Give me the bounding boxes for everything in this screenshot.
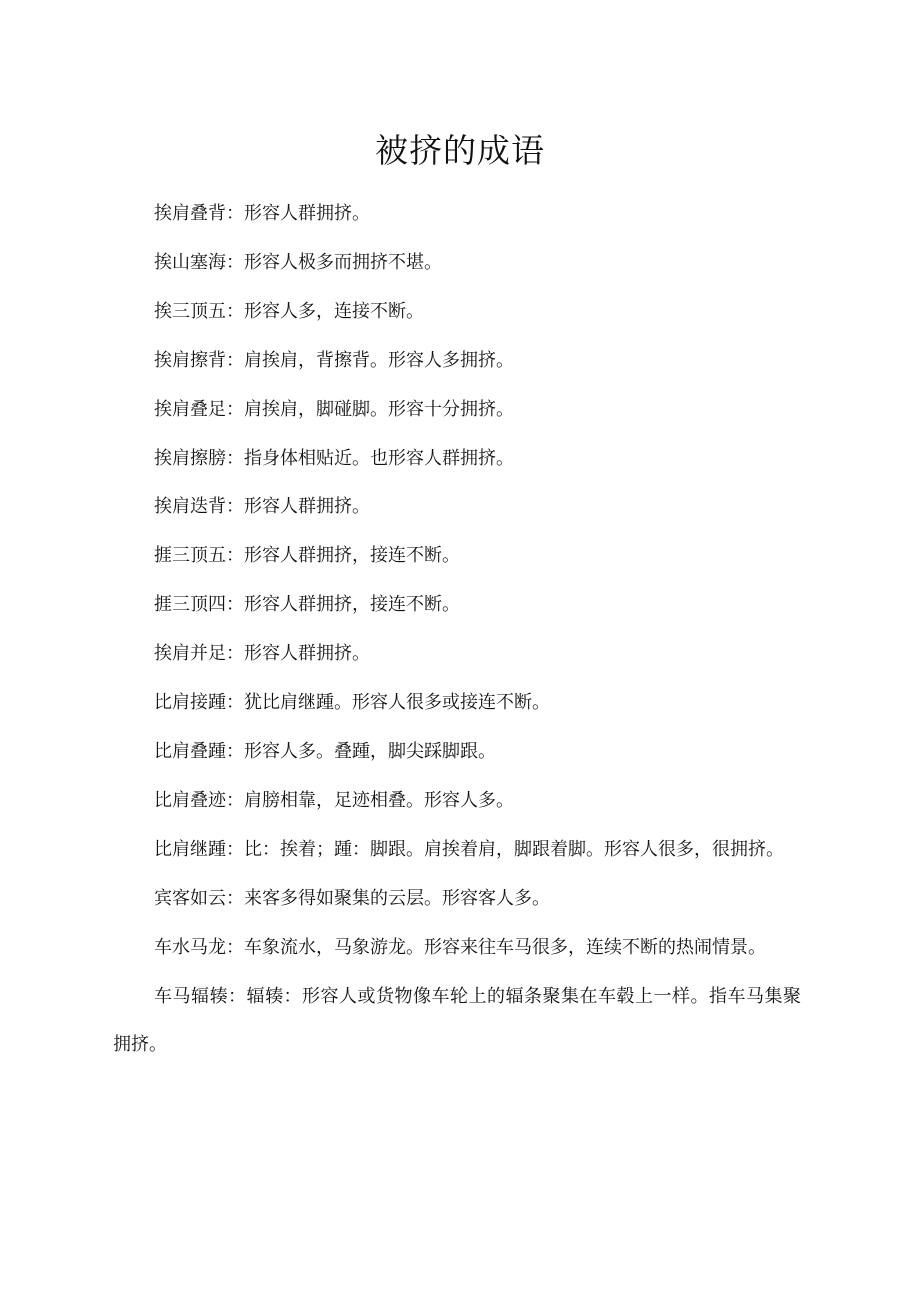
idiom-entry: 车马辐辏：辐辏：形容人或货物像车轮上的辐条聚集在车毂上一样。指车马集聚拥挤。	[113, 985, 801, 1056]
idiom-entry: 挨肩迭背：形容人群拥挤。	[154, 496, 370, 518]
idiom-entry: 宾客如云：来客多得如聚集的云层。形容客人多。	[154, 887, 550, 909]
idiom-entry: 挨肩擦背：肩挨肩，背擦背。形容人多拥挤。	[154, 349, 514, 371]
idiom-entry: 比肩叠迹：肩膀相靠，足迹相叠。形容人多。	[154, 789, 514, 811]
idiom-entry: 捱三顶四：形容人群拥挤，接连不断。	[154, 594, 460, 616]
page-title: 被挤的成语	[375, 131, 545, 170]
idiom-entry: 挨肩擦膀：指身体相贴近。也形容人群拥挤。	[154, 447, 514, 469]
idiom-entry: 挨肩叠背：形容人群拥挤。	[154, 203, 370, 224]
idiom-list	[113, 190, 801, 1070]
idiom-entry: 挨肩并足：形容人群拥挤。	[154, 643, 370, 665]
idiom-entry: 比肩接踵：犹比肩继踵。形容人很多或接连不断。	[154, 692, 550, 714]
idiom-entry: 挨肩叠足：肩挨肩，脚碰脚。形容十分拥挤。	[154, 398, 514, 420]
idiom-entry: 比肩继踵：比：挨着；踵：脚跟。肩挨着肩，脚跟着脚。形容人很多，很拥挤。	[154, 838, 784, 860]
idiom-entry: 挨三顶五：形容人多，连接不断。	[154, 300, 424, 322]
idiom-entry: 车水马龙：车象流水，马象游龙。形容来往车马很多，连续不断的热闹情景。	[154, 936, 766, 958]
idiom-entry: 比肩叠踵：形容人多。叠踵，脚尖踩脚跟。	[154, 740, 496, 762]
idiom-entry: 挨山塞海：形容人极多而拥挤不堪。	[154, 251, 442, 273]
idiom-entry: 捱三顶五：形容人群拥挤，接连不断。	[154, 545, 460, 567]
